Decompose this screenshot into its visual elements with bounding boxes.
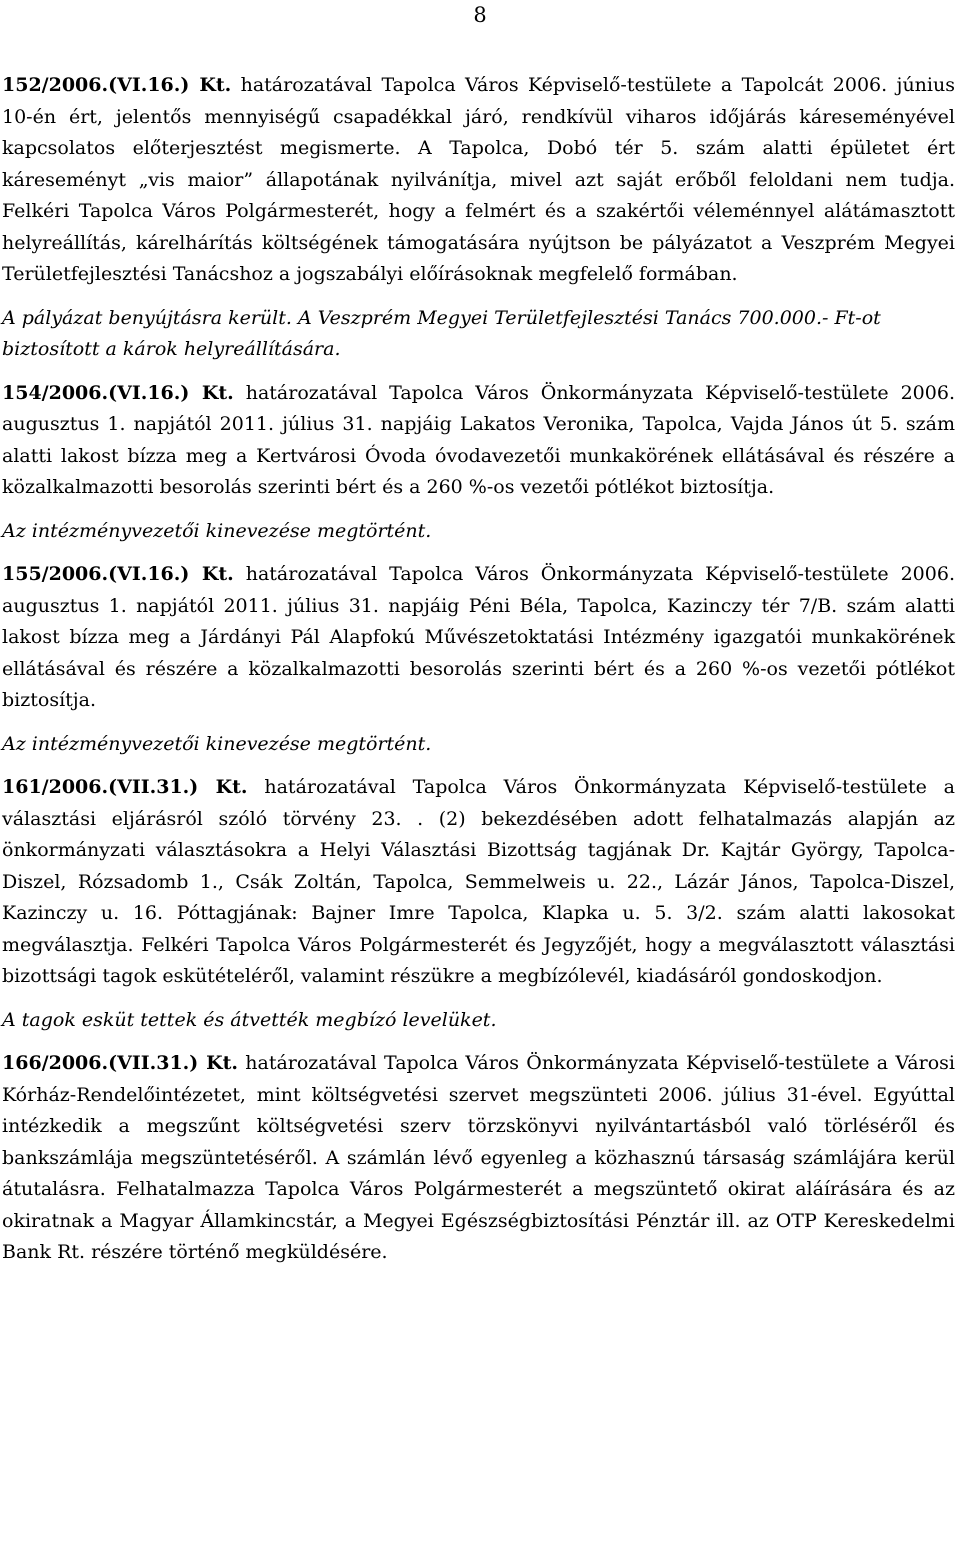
resolution-note: Az intézményvezetői kinevezése megtörtént. [2, 732, 432, 755]
resolution-note: Az intézményvezetői kinevezése megtörtént. [2, 519, 432, 542]
resolution-text: határozatával Tapolca Város Képviselő-testülete a Tapolcát 2006. június 10-én ért, jelentős mennyiségű csapadékkal járó, rendkívül viharos időjárás káreseményével kapcsolatos előterjesztést megismerte. A Tapolca, Dobó tér 5. szám alatti épületet ért káreseményt „vis maior” állapotának nyilvánítja, mivel azt saját erőből feloldani nem tudja. Felkéri Tapolca Város Polgármesterét, hogy a felmért és a szakértői véleménnyel alátámasztott helyreállítás, kárelhárítás költségének támogatására nyújtson be pályázatot a Veszprém Megyei Területfejlesztési Tanácshoz a jogszabályi előírásoknak megfelelő formában. [2, 74, 955, 285]
resolution-note: A pályázat benyújtásra került. A Veszprém Megyei Területfejlesztési Tanács 700.000.- Ft-ot biztosított a károk helyreállítására. [2, 306, 881, 360]
resolution-number: 152/2006.(VI.16.) Kt. [2, 74, 232, 96]
resolution-number: 161/2006.(VII.31.) Kt. [2, 776, 248, 798]
resolution-paragraph [2, 70, 955, 291]
resolution-paragraph [2, 772, 955, 993]
resolution-text: határozatával Tapolca Város Önkormányzata Képviselő-testülete 2006. augusztus 1. napjától 2011. július 31. napjáig Péni Béla, Tapolca, Kazinczy tér 7/B. szám alatti lakost bízza meg a Járdányi Pál Alapfokú Művészetoktatási Intézmény igazgatói munkakörének ellátásával és részére a közalkalmazotti besorolás szerinti bért és a 260 %-os vezetői pótlékot biztosítja. [2, 563, 955, 711]
resolution-paragraph [2, 559, 955, 717]
resolution-paragraph [2, 378, 955, 504]
page-number: 8 [473, 3, 487, 27]
resolution-number: 155/2006.(VI.16.) Kt. [2, 563, 234, 585]
resolution-note: A tagok esküt tettek és átvették megbízó levelüket. [2, 1008, 497, 1031]
resolution-text: határozatával Tapolca Város Önkormányzata Képviselő-testülete 2006. augusztus 1. napjától 2011. július 31. napjáig Lakatos Veronika, Tapolca, Vajda János út 5. szám alatti lakost bízza meg a Kertvárosi Óvoda óvodavezetői munkakörének ellátásával és részére a közalkalmazotti besorolás szerinti bért és a 260 %-os vezetői pótlékot biztosítja. [2, 381, 955, 498]
resolution-number: 166/2006.(VII.31.) Kt. [2, 1052, 238, 1074]
resolution-number: 154/2006.(VI.16.) Kt. [2, 381, 234, 404]
resolution-paragraph [2, 1048, 955, 1269]
document-body [2, 70, 955, 1269]
resolution-text: határozatával Tapolca Város Önkormányzata Képviselő-testülete a választási eljárásról szóló törvény 23. . (2) bekezdésében adott felhatalmazás alapján az önkormányzati választásokra a Helyi Választási Bizottság tagjának Dr. Kajtár György, Tapolca-Diszel, Rózsadomb 1., Csák Zoltán, Tapolca, Semmelweis u. 22., Lázár János, Tapolca-Diszel, Kazinczy u. 16. Póttagjának: Bajner Imre Tapolca, Klapka u. 5. 3/2. szám alatti lakosokat megválasztja. Felkéri Tapolca Város Polgármesterét és Jegyzőjét, hogy a megválasztott választási bizottsági tagok eskütételéről, valamint részükre a megbízólevél, kiadásáról gondoskodjon. [2, 776, 955, 987]
resolution-text: határozatával Tapolca Város Önkormányzata Képviselő-testülete a Városi Kórház-Rendelőintézetet, mint költségvetési szervet megszünteti 2006. július 31-ével. Egyúttal intézkedik a megszűnt költségvetési szerv törzskönyvi nyilvántartásból való törléséről és bankszámlája megszüntetéséről. A számlán lévő egyenleg a közhasznú társaság számlájára kerül átutalásra. Felhatalmazza Tapolca Város Polgármesterét a megszüntető okirat aláírására és az okiratnak a Magyar Államkincstár, a Megyei Egészségbiztosítási Pénztár ill. az OTP Kereskedelmi Bank Rt. részére történő megküldésére. [2, 1052, 955, 1263]
